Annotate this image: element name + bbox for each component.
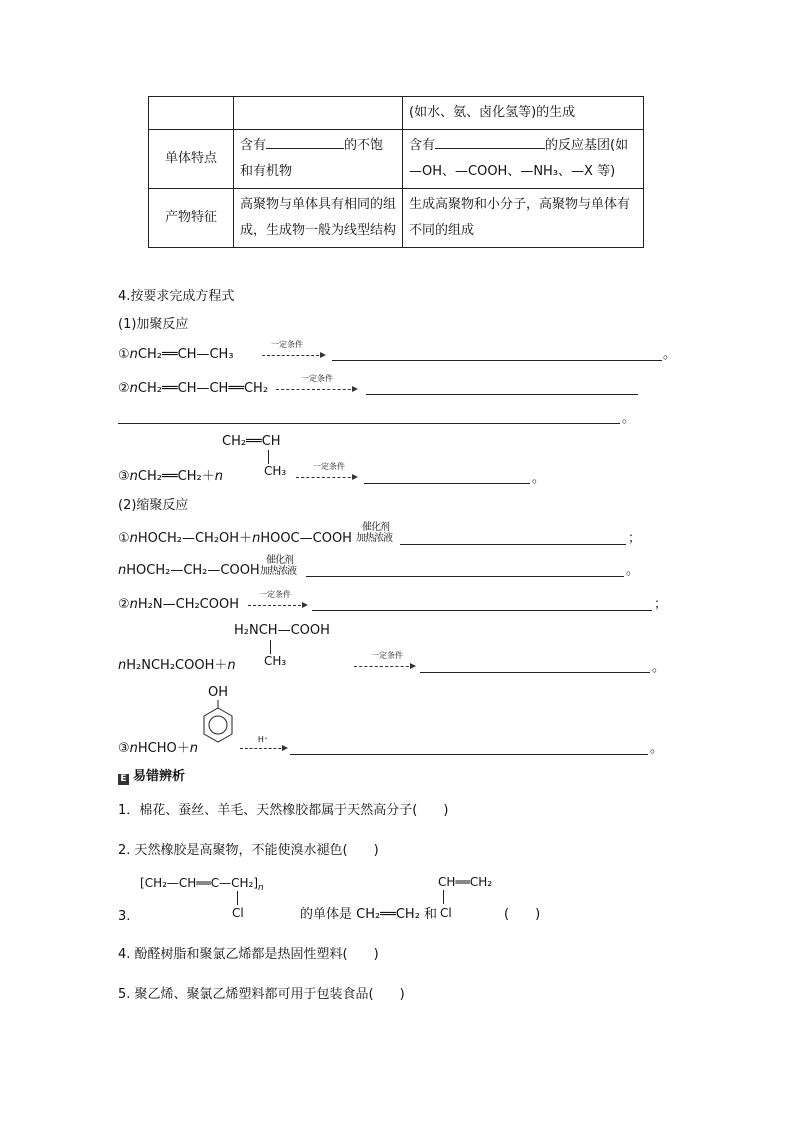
answer-blank[interactable] — [420, 672, 650, 673]
section-title: 4.按要求完成方程式 — [118, 289, 235, 304]
reaction-arrow — [354, 666, 414, 667]
answer-blank[interactable] — [312, 610, 652, 611]
polymer-structure: $[CH_2—CH══C—CH_2]_n$ — [140, 876, 264, 893]
cell-text: 的反应基团(如—OH、—COOH、—NH₃、—X 等) — [409, 138, 629, 179]
addition-title: (1)加聚反应 — [118, 317, 189, 332]
fill-blank[interactable] — [435, 134, 545, 149]
equation-cond-1b: nHOCH₂—CH₂—COOH — [118, 563, 260, 578]
equation-cond-2a: ②nH₂N—CH₂COOH — [118, 597, 239, 612]
equation-cond-2b: nH₂NCH₂COOH＋n — [118, 658, 236, 673]
oh-label: OH — [208, 685, 229, 700]
condensation-title: (2)缩聚反应 — [118, 498, 189, 513]
chlorine-label: Cl — [232, 906, 244, 920]
reaction-arrow — [262, 355, 324, 356]
condition-label: H⁺ — [257, 735, 269, 744]
branch-top: H₂NCH—COOH — [234, 623, 330, 638]
table-cell — [234, 97, 403, 130]
answer-blank[interactable] — [290, 754, 648, 755]
table-row — [149, 97, 644, 130]
condition-label: 一定条件 — [271, 340, 303, 349]
question-1: 1．棉花、蚕丝、羊毛、天然橡胶都属于天然高分子( ) — [118, 803, 449, 818]
question-3-num: 3. — [118, 909, 131, 924]
row-header-product: 产物特征 — [149, 189, 234, 248]
branch-top: CH₂══CH — [222, 434, 281, 449]
punct: ； — [654, 597, 668, 612]
table-cell — [149, 97, 234, 130]
punct: 。 — [626, 563, 640, 578]
question-3-text: 的单体是 CH₂══CH₂ 和 — [300, 907, 438, 922]
fill-blank[interactable] — [266, 134, 344, 149]
table-row — [149, 130, 644, 189]
answer-paren[interactable]: ( ) — [504, 907, 541, 922]
equation-cond-1a: ①nHOCH₂—CH₂OH＋nHOOC—COOH — [118, 531, 352, 546]
question-5: 5. 聚乙烯、聚氯乙烯塑料都可用于包装食品( ) — [118, 987, 405, 1002]
condition-label: 一定条件 — [313, 462, 345, 471]
monomer-top: CH══CH₂ — [438, 875, 493, 889]
reaction-arrow — [296, 477, 356, 478]
reaction-arrow — [240, 748, 286, 749]
bond-line — [443, 890, 444, 904]
error-section-title: E 易错辨析 — [118, 768, 185, 786]
reaction-arrow — [276, 389, 356, 390]
answer-blank[interactable] — [306, 576, 624, 577]
section-badge-icon: E — [118, 774, 129, 785]
punct: ； — [628, 531, 642, 546]
answer-blank[interactable] — [118, 423, 620, 424]
benzene-ring-icon — [200, 700, 236, 750]
table-cell: 高聚物与单体具有相同的组成，生成物一般为线型结构 — [234, 189, 403, 248]
equation-cond-3: ③nHCHO＋n — [118, 741, 199, 756]
equation-add-1: ①nCH₂══CH—CH₃ — [118, 347, 234, 362]
branch-bottom: CH₃ — [264, 654, 287, 668]
row-header-monomer: 单体特点 — [149, 130, 234, 189]
condition-label: 一定条件 — [301, 374, 333, 383]
catalyst-label: 催化剂 — [266, 555, 293, 566]
table-row — [149, 189, 644, 248]
equation-add-3: ③nCH₂══CH₂＋n — [118, 469, 223, 484]
condition-label: 一定条件 — [371, 651, 403, 660]
question-4: 4. 酚醛树脂和聚氯乙烯都是热固性塑料( ) — [118, 947, 379, 962]
punct: 。 — [663, 347, 677, 362]
condition-label: 一定条件 — [259, 590, 291, 599]
question-2: 2. 天然橡胶是高聚物，不能使溴水褪色( ) — [118, 843, 379, 858]
reaction-arrow — [248, 605, 306, 606]
heat-label: 加热浓液 — [260, 566, 296, 577]
punct: 。 — [650, 741, 664, 756]
answer-blank[interactable] — [400, 544, 626, 545]
heat-label: 加热浓液 — [356, 533, 392, 544]
cell-text: 含有 — [240, 138, 267, 153]
cell-text: 的不饱和有机物 — [240, 138, 384, 179]
answer-blank[interactable] — [366, 394, 638, 395]
answer-blank[interactable] — [332, 360, 662, 361]
bond-line — [237, 891, 238, 905]
cell-text: 含有 — [409, 138, 436, 153]
answer-blank[interactable] — [364, 483, 530, 484]
punct: 。 — [622, 411, 636, 426]
table-cell: (如水、氨、卤化氢等)的生成 — [403, 97, 644, 130]
polymerization-comparison-table — [148, 96, 644, 248]
branch-bottom: CH₃ — [264, 464, 287, 478]
punct: 。 — [652, 660, 666, 675]
table-cell — [234, 130, 403, 189]
punct: 。 — [532, 471, 546, 486]
equation-add-2: ②nCH₂══CH—CH══CH₂ — [118, 381, 269, 396]
catalyst-label: 催化剂 — [362, 522, 389, 533]
table-cell — [403, 130, 644, 189]
table-cell: 生成高聚物和小分子，高聚物与单体有不同的组成 — [403, 189, 644, 248]
chlorine-label: Cl — [440, 906, 452, 920]
